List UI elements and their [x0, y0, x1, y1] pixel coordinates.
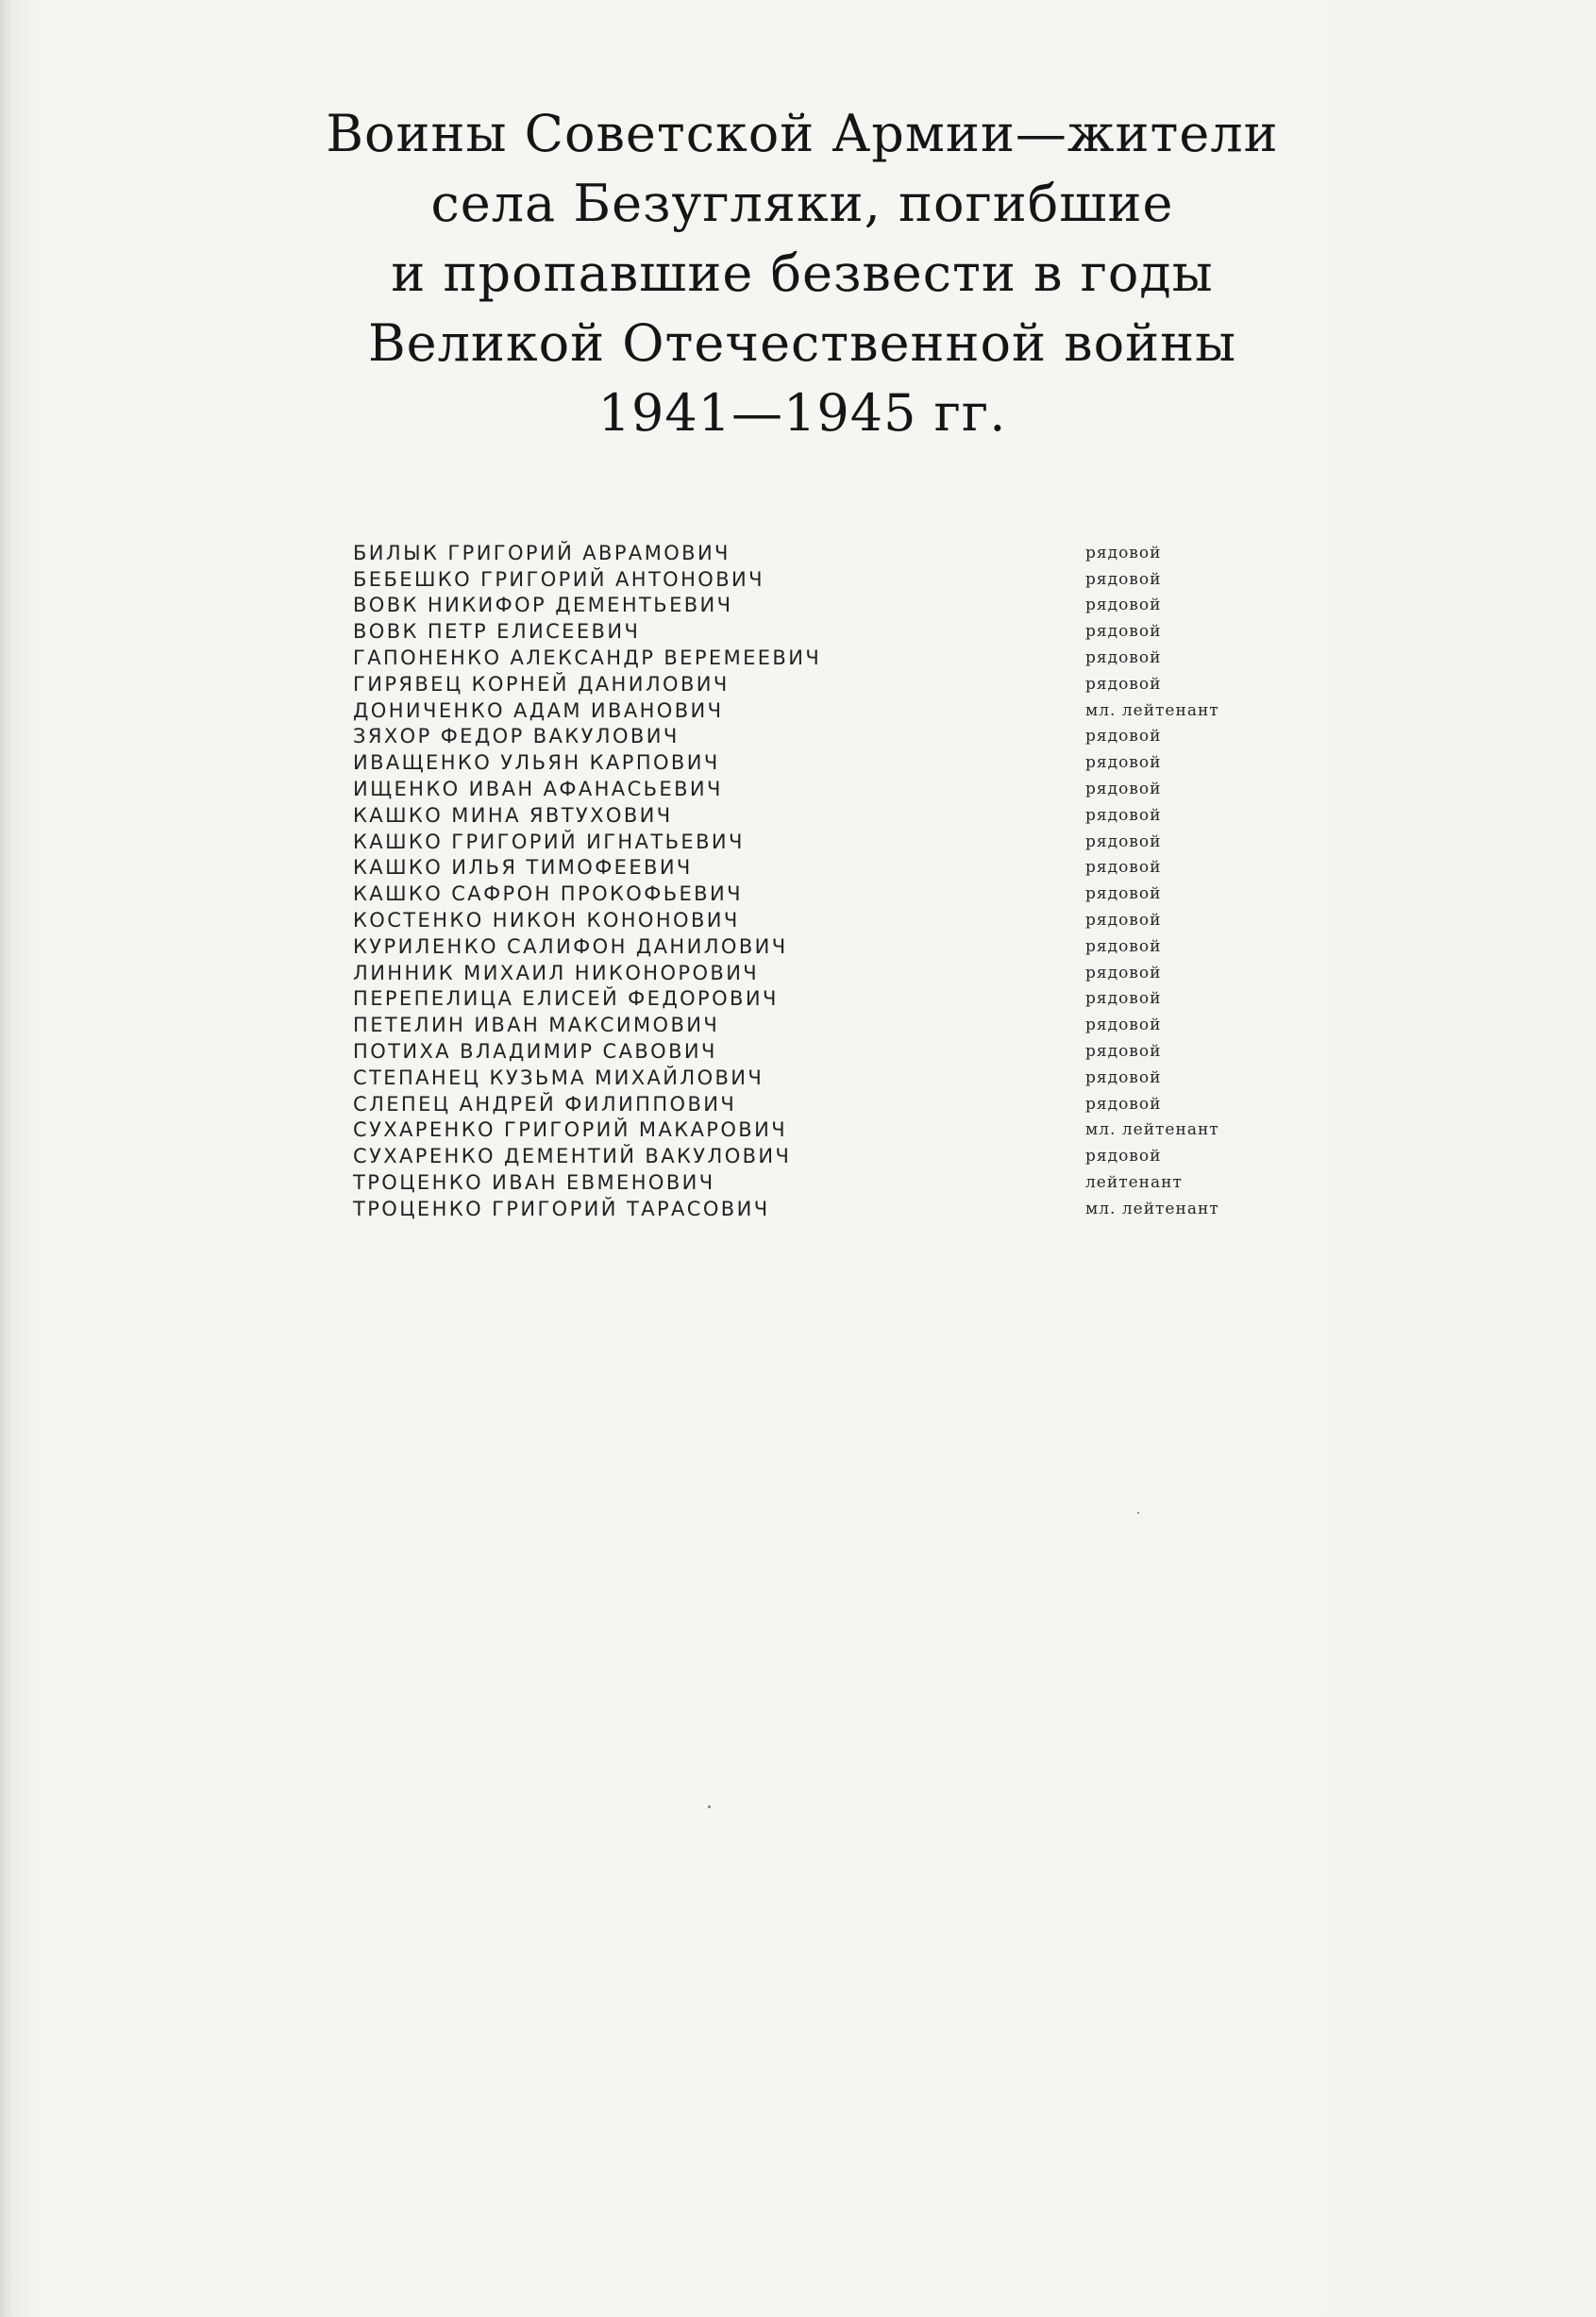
soldier-rank: рядовой [1085, 674, 1162, 694]
soldier-name: ПЕРЕПЕЛИЦА ЕЛИСЕЙ ФЕДОРОВИЧ [353, 987, 779, 1011]
roster-row [353, 933, 1268, 960]
soldier-name: ДОНИЧЕНКО АДАМ ИВАНОВИЧ [353, 698, 724, 722]
soldier-rank: рядовой [1085, 1067, 1162, 1087]
soldier-name: ВОВК НИКИФОР ДЕМЕНТЬЕВИЧ [353, 594, 733, 617]
soldier-rank: рядовой [1085, 1147, 1162, 1167]
soldier-rank: рядовой [1085, 753, 1162, 773]
soldier-name: БЕБЕШКО ГРИГОРИЙ АНТОНОВИЧ [353, 567, 764, 591]
soldier-rank: рядовой [1085, 884, 1162, 904]
roster-row [353, 593, 1268, 619]
paper-speck [708, 1805, 711, 1808]
soldier-rank: рядовой [1085, 1016, 1162, 1035]
roster-row [353, 749, 1268, 776]
soldier-name: СУХАРЕНКО ГРИГОРИЙ МАКАРОВИЧ [353, 1118, 787, 1142]
soldier-name: ИЩЕНКО ИВАН АФАНАСЬЕВИЧ [353, 778, 723, 801]
soldier-rank: рядовой [1085, 1094, 1162, 1114]
page-title [189, 99, 1416, 448]
soldier-rank: рядовой [1085, 622, 1162, 642]
soldier-name: СЛЕПЕЦ АНДРЕЙ ФИЛИППОВИЧ [353, 1092, 737, 1116]
soldier-rank: мл. лейтенант [1085, 1199, 1219, 1218]
soldier-name: ГАПОНЕНКО АЛЕКСАНДР ВЕРЕМЕЕВИЧ [353, 646, 822, 670]
soldier-name: КОСТЕНКО НИКОН КОНОНОВИЧ [353, 909, 740, 932]
page-binding-edge [0, 0, 13, 2317]
soldier-rank: рядовой [1085, 911, 1162, 931]
soldier-name: ЛИННИК МИХАИЛ НИКОНОРОВИЧ [353, 961, 760, 984]
soldier-rank: рядовой [1085, 963, 1162, 982]
soldier-rank: рядовой [1085, 780, 1162, 799]
roster-row [353, 986, 1268, 1013]
memorial-roster [353, 540, 1268, 1222]
title-line-3: и пропавшие безвести в годы [391, 243, 1214, 303]
title-line-1: Воины Советской Армии—жители [326, 104, 1279, 163]
soldier-rank: рядовой [1085, 1042, 1162, 1062]
roster-row [353, 881, 1268, 907]
soldier-name: КАШКО ИЛЬЯ ТИМОФЕЕВИЧ [353, 856, 693, 880]
roster-row [353, 1196, 1268, 1222]
roster-row [353, 1038, 1268, 1065]
soldier-rank: рядовой [1085, 936, 1162, 956]
roster-row [353, 829, 1268, 855]
soldier-name: ТРОЦЕНКО ГРИГОРИЙ ТАРАСОВИЧ [353, 1197, 770, 1220]
roster-row [353, 645, 1268, 671]
soldier-name: ПОТИХА ВЛАДИМИР САВОВИЧ [353, 1040, 717, 1064]
roster-row [353, 960, 1268, 986]
soldier-rank: рядовой [1085, 727, 1162, 747]
soldier-name: ИВАЩЕНКО УЛЬЯН КАРПОВИЧ [353, 751, 720, 775]
soldier-name: СУХАРЕНКО ДЕМЕНТИЙ ВАКУЛОВИЧ [353, 1145, 792, 1168]
soldier-name: СТЕПАНЕЦ КУЗЬМА МИХАЙЛОВИЧ [353, 1066, 764, 1089]
roster-row [353, 1065, 1268, 1091]
soldier-rank: рядовой [1085, 543, 1162, 562]
roster-row [353, 1169, 1268, 1196]
roster-row [353, 618, 1268, 645]
soldier-rank: мл. лейтенант [1085, 1120, 1219, 1140]
soldier-rank: лейтенант [1085, 1173, 1183, 1193]
roster-row [353, 855, 1268, 881]
roster-row [353, 1012, 1268, 1038]
soldier-name: ЗЯХОР ФЕДОР ВАКУЛОВИЧ [353, 725, 680, 748]
title-line-5: 1941—1945 гг. [597, 383, 1007, 443]
roster-row [353, 802, 1268, 829]
soldier-rank: рядовой [1085, 569, 1162, 589]
roster-row [353, 1143, 1268, 1169]
paper-speck [1137, 1512, 1139, 1514]
soldier-rank: рядовой [1085, 648, 1162, 668]
soldier-rank: мл. лейтенант [1085, 700, 1219, 720]
soldier-name: КАШКО САФРОН ПРОКОФЬЕВИЧ [353, 882, 743, 906]
soldier-rank: рядовой [1085, 989, 1162, 1009]
roster-row [353, 724, 1268, 750]
roster-row [353, 1117, 1268, 1144]
title-line-4: Великой Отечественной войны [367, 313, 1237, 373]
soldier-name: ПЕТЕЛИН ИВАН МАКСИМОВИЧ [353, 1014, 720, 1037]
roster-row [353, 540, 1268, 566]
soldier-rank: рядовой [1085, 831, 1162, 851]
title-line-2: села Безугляки, погибшие [430, 174, 1174, 233]
soldier-name: КАШКО МИНА ЯВТУХОВИЧ [353, 803, 673, 827]
soldier-name: БИЛЫК ГРИГОРИЙ АВРАМОВИЧ [353, 541, 731, 564]
soldier-name: ТРОЦЕНКО ИВАН ЕВМЕНОВИЧ [353, 1171, 715, 1195]
soldier-name: КУРИЛЕНКО САЛИФОН ДАНИЛОВИЧ [353, 934, 788, 958]
roster-row [353, 907, 1268, 933]
soldier-rank: рядовой [1085, 596, 1162, 615]
soldier-rank: рядовой [1085, 805, 1162, 825]
roster-row [353, 671, 1268, 697]
soldier-rank: рядовой [1085, 858, 1162, 878]
soldier-name: КАШКО ГРИГОРИЙ ИГНАТЬЕВИЧ [353, 830, 745, 853]
soldier-name: ГИРЯВЕЦ КОРНЕЙ ДАНИЛОВИЧ [353, 672, 730, 696]
roster-row [353, 566, 1268, 593]
roster-row [353, 776, 1268, 802]
soldier-name: ВОВК ПЕТР ЕЛИСЕЕВИЧ [353, 620, 641, 644]
roster-row [353, 1091, 1268, 1117]
roster-row [353, 697, 1268, 724]
